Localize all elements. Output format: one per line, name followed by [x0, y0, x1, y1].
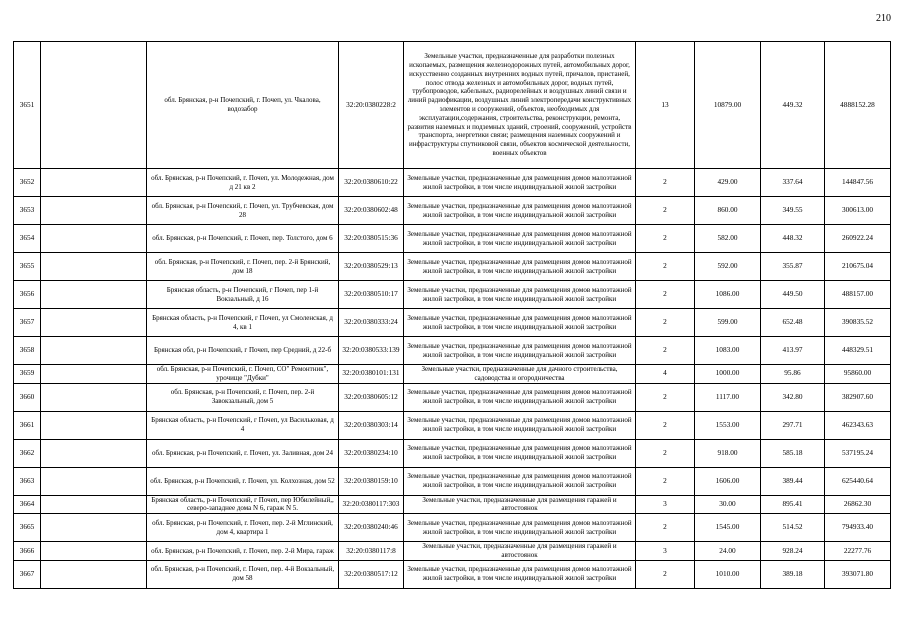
table-row [14, 197, 891, 225]
table-row [14, 365, 891, 384]
purpose-cell: Земельные участки, предназначенные для размещения домов малоэтажной жилой застройки, в том числе индивидуальной жилой застройки [404, 281, 636, 309]
cadastral-value-cell: 22277.76 [825, 542, 891, 561]
specific-value-cell: 342.80 [761, 383, 825, 411]
cadastral-number-cell: 32:20:0380610:22 [339, 169, 404, 197]
cadastral-value-cell: 462343.63 [825, 411, 891, 439]
blank-cell [41, 169, 147, 197]
area-cell: 1553.00 [695, 411, 761, 439]
blank-cell [41, 365, 147, 384]
cadastral-value-cell: 393071.80 [825, 560, 891, 588]
address-cell: Брянская область, р-н Почепский, г Почеп, пер Юбилейный,, северо-западнее дома N 6, гараж N 5. [147, 495, 339, 514]
cadastral-number-cell: 32:20:0380303:14 [339, 411, 404, 439]
area-cell: 1086.00 [695, 281, 761, 309]
blank-cell [41, 383, 147, 411]
group-cell: 2 [636, 281, 695, 309]
cadastral-number-cell: 32:20:0380234:10 [339, 439, 404, 467]
area-cell: 1117.00 [695, 383, 761, 411]
group-cell: 2 [636, 514, 695, 542]
group-cell: 2 [636, 197, 695, 225]
group-cell: 2 [636, 560, 695, 588]
table-row [14, 495, 891, 514]
blank-cell [41, 495, 147, 514]
specific-value-cell: 389.44 [761, 467, 825, 495]
cadastral-value-cell: 390835.52 [825, 309, 891, 337]
specific-value-cell: 413.97 [761, 337, 825, 365]
row-number: 3655 [14, 253, 41, 281]
address-cell: обл. Брянская, р-н Почепский, г. Почеп, пер. Толстого, дом 6 [147, 225, 339, 253]
cadastral-value-cell: 300613.00 [825, 197, 891, 225]
specific-value-cell: 349.55 [761, 197, 825, 225]
address-cell: Брянская область, р-н Почепский, г Почеп, пер 1-й Вокзальный, д 16 [147, 281, 339, 309]
purpose-cell: Земельные участки, предназначенные для размещения гаражей и автостоянок [404, 495, 636, 514]
address-cell: обл. Брянская, р-н Почепский, г. Почеп, пер. 2-й Мглинский, дом 4, квартира 1 [147, 514, 339, 542]
group-cell: 3 [636, 542, 695, 561]
table-row [14, 281, 891, 309]
specific-value-cell: 585.18 [761, 439, 825, 467]
address-cell: обл. Брянская, р-н Почепский, г. Почеп, пер. 2-й Завокзальный, дом 5 [147, 383, 339, 411]
blank-cell [41, 253, 147, 281]
blank-cell [41, 514, 147, 542]
area-cell: 1083.00 [695, 337, 761, 365]
specific-value-cell: 297.71 [761, 411, 825, 439]
table-row [14, 42, 891, 169]
group-cell: 2 [636, 169, 695, 197]
area-cell: 592.00 [695, 253, 761, 281]
area-cell: 429.00 [695, 169, 761, 197]
row-number: 3653 [14, 197, 41, 225]
row-number: 3665 [14, 514, 41, 542]
table-row [14, 225, 891, 253]
cadastral-number-cell: 32:20:0380517:12 [339, 560, 404, 588]
table-row [14, 514, 891, 542]
address-cell: обл. Брянская, р-н Почепский, г. Почеп, ул. Молодежная, дом д 21 кв 2 [147, 169, 339, 197]
row-number: 3651 [14, 42, 41, 169]
specific-value-cell: 337.64 [761, 169, 825, 197]
blank-cell [41, 439, 147, 467]
table-row [14, 411, 891, 439]
area-cell: 1010.00 [695, 560, 761, 588]
area-cell: 599.00 [695, 309, 761, 337]
purpose-cell: Земельные участки, предназначенные для размещения домов малоэтажной жилой застройки, в том числе индивидуальной жилой застройки [404, 383, 636, 411]
purpose-cell: Земельные участки, предназначенные для размещения домов малоэтажной жилой застройки, в том числе индивидуальной жилой застройки [404, 560, 636, 588]
cadastral-value-cell: 448329.51 [825, 337, 891, 365]
cadastral-number-cell: 32:20:0380101:131 [339, 365, 404, 384]
specific-value-cell: 928.24 [761, 542, 825, 561]
purpose-cell: Земельные участки, предназначенные для разработки полезных ископаемых, размещения железнодорожных путей, автомобильных дорог, искусственно созданных внутренних водных путей, причалов, пристаней, полос отвода железных и автомобильных дорог, водных путей, трубопроводов, кабельных, радиорелейных и воздушных линий связи и линий радиофикации, воздушных линий электропередачи конструктивных элементов и сооружений, объектов, необходимых для эксплуатации,содержания, строительства, реконструкции, ремонта, развития наземных и подземных зданий, строений, сооружений, устройств транспорта, энергетики связи; размещения наземных сооружений и инфраструктуры спутниковой связи, объектов космической деятельности, военных объектов [404, 42, 636, 169]
row-number: 3663 [14, 467, 41, 495]
table-row [14, 169, 891, 197]
specific-value-cell: 652.48 [761, 309, 825, 337]
address-cell: Брянская обл, р-н Почепский, г Почеп, пер Средний, д 22-б [147, 337, 339, 365]
row-number: 3652 [14, 169, 41, 197]
cadastral-value-cell: 260922.24 [825, 225, 891, 253]
row-number: 3657 [14, 309, 41, 337]
blank-cell [41, 337, 147, 365]
address-cell: обл. Брянская, р-н Почепский, г. Почеп, пер. 4-й Вокзальный, дом 58 [147, 560, 339, 588]
table-row [14, 560, 891, 588]
cadastral-number-cell: 32:20:0380515:36 [339, 225, 404, 253]
purpose-cell: Земельные участки, предназначенные для размещения гаражей и автостоянок [404, 542, 636, 561]
table-row [14, 337, 891, 365]
area-cell: 582.00 [695, 225, 761, 253]
row-number: 3664 [14, 495, 41, 514]
table-row [14, 439, 891, 467]
blank-cell [41, 467, 147, 495]
specific-value-cell: 449.50 [761, 281, 825, 309]
address-cell: обл. Брянская, р-н Почепский, г. Почеп, пер. 2-й Брянский, дом 18 [147, 253, 339, 281]
table-row [14, 467, 891, 495]
blank-cell [41, 309, 147, 337]
purpose-cell: Земельные участки, предназначенные для размещения домов малоэтажной жилой застройки, в том числе индивидуальной жилой застройки [404, 197, 636, 225]
cadastral-number-cell: 32:20:0380602:48 [339, 197, 404, 225]
cadastral-number-cell: 32:20:0380510:17 [339, 281, 404, 309]
page-number: 210 [876, 13, 891, 24]
specific-value-cell: 514.52 [761, 514, 825, 542]
area-cell: 10879.00 [695, 42, 761, 169]
purpose-cell: Земельные участки, предназначенные для размещения домов малоэтажной жилой застройки, в том числе индивидуальной жилой застройки [404, 309, 636, 337]
group-cell: 3 [636, 495, 695, 514]
cadastral-value-cell: 144847.56 [825, 169, 891, 197]
address-cell: обл. Брянская, р-н Почепский, г. Почеп, пер. 2-й Мира, гараж [147, 542, 339, 561]
group-cell: 2 [636, 383, 695, 411]
row-number: 3661 [14, 411, 41, 439]
cadastral-value-cell: 794933.40 [825, 514, 891, 542]
specific-value-cell: 95.86 [761, 365, 825, 384]
purpose-cell: Земельные участки, предназначенные для размещения домов малоэтажной жилой застройки, в том числе индивидуальной жилой застройки [404, 411, 636, 439]
address-cell: обл. Брянская, р-н Почепский, г. Почеп, ул. Чкалова, водозабор [147, 42, 339, 169]
table-row [14, 253, 891, 281]
group-cell: 2 [636, 337, 695, 365]
table-row [14, 309, 891, 337]
area-cell: 1606.00 [695, 467, 761, 495]
table-row [14, 542, 891, 561]
cadastral-number-cell: 32:20:0380240:46 [339, 514, 404, 542]
row-number: 3662 [14, 439, 41, 467]
table-row [14, 383, 891, 411]
blank-cell [41, 281, 147, 309]
specific-value-cell: 449.32 [761, 42, 825, 169]
cadastral-value-cell: 488157.00 [825, 281, 891, 309]
row-number: 3654 [14, 225, 41, 253]
specific-value-cell: 389.18 [761, 560, 825, 588]
group-cell: 2 [636, 309, 695, 337]
cadastral-value-cell: 210675.04 [825, 253, 891, 281]
purpose-cell: Земельные участки, предназначенные для размещения домов малоэтажной жилой застройки, в том числе индивидуальной жилой застройки [404, 337, 636, 365]
area-cell: 1545.00 [695, 514, 761, 542]
purpose-cell: Земельные участки, предназначенные для дачного строительства, садоводства и огородничества [404, 365, 636, 384]
cadastral-value-cell: 625440.64 [825, 467, 891, 495]
blank-cell [41, 225, 147, 253]
specific-value-cell: 448.32 [761, 225, 825, 253]
address-cell: обл. Брянская, р-н Почепский, г. Почеп, СО" Ремонтник", урочище "Дубки" [147, 365, 339, 384]
row-number: 3667 [14, 560, 41, 588]
purpose-cell: Земельные участки, предназначенные для размещения домов малоэтажной жилой застройки, в том числе индивидуальной жилой застройки [404, 253, 636, 281]
blank-cell [41, 542, 147, 561]
blank-cell [41, 560, 147, 588]
cadastral-value-cell: 4888152.28 [825, 42, 891, 169]
address-cell: обл. Брянская, р-н Почепский, г. Почеп, ул. Заливная, дом 24 [147, 439, 339, 467]
group-cell: 2 [636, 253, 695, 281]
cadastral-number-cell: 32:20:0380529:13 [339, 253, 404, 281]
area-cell: 860.00 [695, 197, 761, 225]
address-cell: Брянская область, р-н Почепский, г Почеп, ул Васильковая, д 4 [147, 411, 339, 439]
cadastral-number-cell: 32:20:0380117:8 [339, 542, 404, 561]
cadastral-value-cell: 382907.60 [825, 383, 891, 411]
cadastral-value-cell: 95860.00 [825, 365, 891, 384]
group-cell: 2 [636, 439, 695, 467]
cadastral-value-cell: 26862.30 [825, 495, 891, 514]
cadastral-number-cell: 32:20:0380605:12 [339, 383, 404, 411]
specific-value-cell: 895.41 [761, 495, 825, 514]
row-number: 3666 [14, 542, 41, 561]
cadastral-number-cell: 32:20:0380117:303 [339, 495, 404, 514]
blank-cell [41, 42, 147, 169]
address-cell: обл. Брянская, р-н Почепский, г. Почеп, ул. Трубчевская, дом 28 [147, 197, 339, 225]
row-number: 3660 [14, 383, 41, 411]
cadastral-number-cell: 32:20:0380533:139 [339, 337, 404, 365]
cadastral-value-cell: 537195.24 [825, 439, 891, 467]
group-cell: 4 [636, 365, 695, 384]
purpose-cell: Земельные участки, предназначенные для размещения домов малоэтажной жилой застройки, в том числе индивидуальной жилой застройки [404, 514, 636, 542]
purpose-cell: Земельные участки, предназначенные для размещения домов малоэтажной жилой застройки, в том числе индивидуальной жилой застройки [404, 439, 636, 467]
blank-cell [41, 411, 147, 439]
cadastral-number-cell: 32:20:0380159:10 [339, 467, 404, 495]
group-cell: 2 [636, 225, 695, 253]
purpose-cell: Земельные участки, предназначенные для размещения домов малоэтажной жилой застройки, в том числе индивидуальной жилой застройки [404, 225, 636, 253]
cadastral-value-table [13, 41, 891, 589]
blank-cell [41, 197, 147, 225]
cadastral-number-cell: 32:20:0380228:2 [339, 42, 404, 169]
area-cell: 918.00 [695, 439, 761, 467]
purpose-cell: Земельные участки, предназначенные для размещения домов малоэтажной жилой застройки, в том числе индивидуальной жилой застройки [404, 467, 636, 495]
row-number: 3656 [14, 281, 41, 309]
table-body [14, 42, 891, 589]
specific-value-cell: 355.87 [761, 253, 825, 281]
group-cell: 2 [636, 411, 695, 439]
area-cell: 1000.00 [695, 365, 761, 384]
address-cell: Брянская область, р-н Почепский, г Почеп, ул Смоленская, д 4, кв 1 [147, 309, 339, 337]
group-cell: 2 [636, 467, 695, 495]
area-cell: 30.00 [695, 495, 761, 514]
row-number: 3658 [14, 337, 41, 365]
area-cell: 24.00 [695, 542, 761, 561]
cadastral-number-cell: 32:20:0380333:24 [339, 309, 404, 337]
purpose-cell: Земельные участки, предназначенные для размещения домов малоэтажной жилой застройки, в том числе индивидуальной жилой застройки [404, 169, 636, 197]
row-number: 3659 [14, 365, 41, 384]
group-cell: 13 [636, 42, 695, 169]
address-cell: обл. Брянская, р-н Почепский, г. Почеп, ул. Колхозная, дом 52 [147, 467, 339, 495]
